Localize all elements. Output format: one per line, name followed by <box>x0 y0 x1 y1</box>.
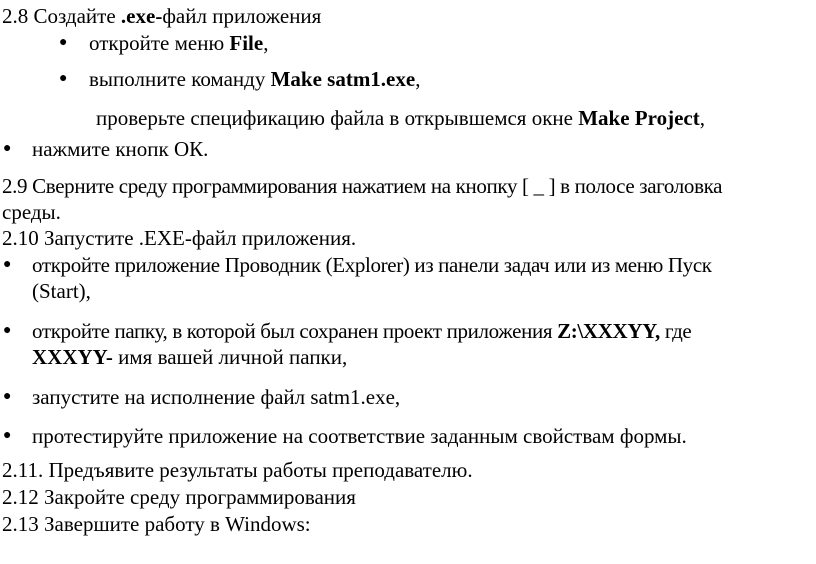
list-item-open-explorer-line1: откройте приложение Проводник (Explorer) из панели задач или из меню Пуск <box>32 253 712 277</box>
section-2-10-title: 2.10 Запустите .EXE-файл приложения. <box>2 226 357 250</box>
window-name: Make Project <box>578 106 700 130</box>
section-2-11: 2.11. Предъявите результаты работы преподавателю. <box>2 458 473 482</box>
item-text: где <box>659 319 692 343</box>
section-2-9-line2: среды. <box>2 200 61 224</box>
bullet-icon: ● <box>59 71 68 86</box>
item-text: выполните команду <box>89 67 271 91</box>
command-name: Make satm1.exe <box>270 67 416 91</box>
list-item-check-spec <box>96 105 705 131</box>
section-2-9-line1: 2.9 Сверните среду программирования нажатием на кнопку [ _ ] в полосе заголовка <box>2 174 723 198</box>
list-item-press-ok: нажмите кнопк ОК. <box>32 137 209 161</box>
item-text: имя вашей личной папки, <box>112 345 348 369</box>
punctuation: , <box>263 31 269 55</box>
list-item-open-file-menu <box>89 30 268 56</box>
punctuation: , <box>415 67 421 91</box>
bullet-icon: ● <box>3 323 12 338</box>
list-item-open-explorer-line2: (Start), <box>32 279 91 303</box>
list-item-test-app: протестируйте приложение на соответствие заданным свойствам формы. <box>32 424 687 448</box>
list-item-make-exe <box>89 66 420 92</box>
list-item-run-exe: запустите на исполнение файл satm1.exe, <box>32 385 401 409</box>
bullet-icon: ● <box>3 389 12 404</box>
menu-name: File <box>229 31 264 55</box>
exe-label: .exe- <box>120 4 163 28</box>
list-item-open-folder-line2 <box>32 344 347 370</box>
list-item-open-folder-line1 <box>32 318 691 344</box>
item-text: откройте меню <box>89 31 230 55</box>
section-2-13: 2.13 Завершите работу в Windows: <box>2 512 311 536</box>
bullet-icon: ● <box>3 428 12 443</box>
title-text: файл приложения <box>162 4 322 28</box>
section-number: 2.8 Создайте <box>2 4 121 28</box>
folder-name: XXXYY- <box>32 345 113 369</box>
item-text: проверьте спецификацию файла в открывшемся окне <box>96 106 579 130</box>
item-text: откройте папку, в которой был сохранен проект приложения <box>32 319 558 343</box>
bullet-icon: ● <box>3 141 12 156</box>
folder-path: Z:\XXXYY, <box>557 319 660 343</box>
bullet-icon: ● <box>3 257 12 272</box>
section-2-12: 2.12 Закройте среду программирования <box>2 485 356 509</box>
section-2-8-title <box>2 3 321 29</box>
punctuation: , <box>699 106 705 130</box>
bullet-icon: ● <box>59 35 68 50</box>
